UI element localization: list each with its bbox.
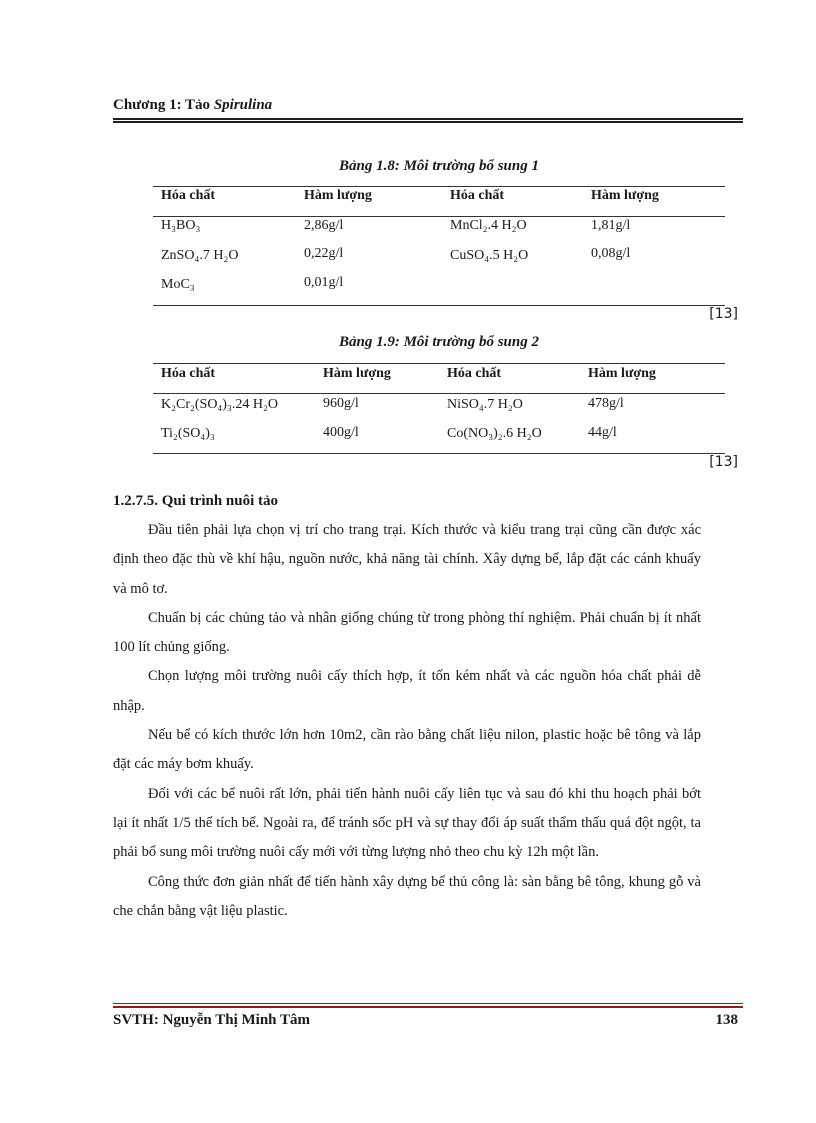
table-rule [153, 453, 725, 454]
paragraph: Nếu bể có kích thước lớn hơn 10m2, cần rào bằng chất liệu nilon, plastic hoặc bê tông và lắp đặt các máy bơm khuấy. [113, 727, 701, 773]
table-cell: 44g/l [588, 425, 617, 440]
table-cell: MoC₃ [161, 277, 195, 292]
body-text [113, 516, 701, 926]
paragraph: Chuẩn bị các chủng tảo và nhân giống chúng từ trong phòng thí nghiệm. Phải chuẩn bị ít nhất 100 lít chủng giống. [113, 609, 701, 656]
table-cell: ZnSO₄.7 H₂O [161, 248, 239, 263]
table1-header-amount2: Hàm lượng [591, 188, 659, 203]
header-rule-double [113, 121, 743, 123]
page-number: 138 [715, 1012, 738, 1028]
table-cell: 0,08g/l [591, 246, 631, 261]
table-cell: K₂Cr₂(SO₄)₃.24 H₂O [161, 397, 278, 412]
table-cell: 960g/l [323, 396, 359, 411]
table-cell: 1,81g/l [591, 218, 631, 233]
table-cell: 0,01g/l [304, 275, 344, 290]
table-cell: H₃BO₃ [161, 218, 201, 233]
table1-header-chem1: Hóa chất [161, 188, 216, 203]
table-cell: NiSO₄.7 H₂O [447, 397, 523, 412]
table-rule [153, 393, 725, 394]
table-cell: MnCl₂.4 H₂O [450, 218, 527, 233]
table2-header-amount1: Hàm lượng [323, 366, 391, 381]
footer-author: SVTH: Nguyễn Thị Minh Tâm [113, 1012, 310, 1028]
table1-caption: Bảng 1.8: Môi trường bổ sung 1 [338, 158, 539, 174]
page-header [113, 95, 743, 115]
paragraph: Chọn lượng môi trường nuôi cấy thích hợp, ít tốn kém nhất và các nguồn hóa chất phải dễ nhập. [113, 668, 701, 714]
table2-header-amount2: Hàm lượng [588, 366, 656, 381]
table1-header-amount1: Hàm lượng [304, 188, 372, 203]
table1-citation: [13] [709, 306, 738, 322]
header-rule [113, 118, 743, 120]
table-cell: 478g/l [588, 396, 624, 411]
table1 [153, 178, 725, 313]
table-rule [153, 216, 725, 217]
footer-rule [113, 1003, 743, 1004]
table-cell: Co(NO₃)₂.6 H₂O [447, 426, 542, 441]
table2-citation: [13] [709, 454, 738, 470]
table1-header-chem2: Hóa chất [450, 188, 505, 203]
chapter-label: Chương 1: Tảo [113, 97, 214, 113]
paragraph: Đối với các bể nuôi rất lớn, phải tiến hành nuôi cấy liên tục và sau đó khi thu hoạch phải bớt lại ít nhất 1/5 thể tích bể. Ngoài ra, để tránh sốc pH và sự thay đổi áp suất thẩm thấu quá đột ngột, ta phải bổ sung môi trường nuôi cấy mới với từng lượng nhỏ theo chu kỳ 12h một lần. [113, 785, 701, 861]
section-heading: 1.2.7.5. Qui trình nuôi tảo [113, 493, 279, 509]
footer-rule-double [113, 1006, 743, 1008]
paragraph: Công thức đơn giản nhất để tiến hành xây dựng bể thủ công là: sàn bằng bê tông, khung gỗ và che chắn bằng vật liệu plastic. [113, 873, 701, 919]
table2-header-chem2: Hóa chất [447, 366, 502, 381]
table2-caption: Bảng 1.9: Môi trường bổ sung 2 [338, 334, 539, 350]
chapter-subject: Spirulina [213, 97, 273, 113]
table2-header-chem1: Hóa chất [161, 366, 216, 381]
table-cell: 400g/l [323, 425, 359, 440]
table-rule [153, 363, 725, 364]
paragraph: Đầu tiên phải lựa chọn vị trí cho trang trại. Kích thước và kiểu trang trại cũng cần được xác định theo đặc thù về khí hậu, nguồn nước, khả năng tài chính. Xây dựng bể, lắp đặt các cánh khuấy và mô tơ. [113, 522, 701, 597]
table-rule [153, 186, 725, 187]
table-cell: Ti₂(SO₄)₃ [161, 426, 215, 441]
table-cell: 0,22g/l [304, 246, 344, 261]
table2 [153, 355, 725, 460]
table-cell: 2,86g/l [304, 218, 344, 233]
table-cell: CuSO₄.5 H₂O [450, 248, 529, 263]
table-rule [153, 305, 725, 306]
